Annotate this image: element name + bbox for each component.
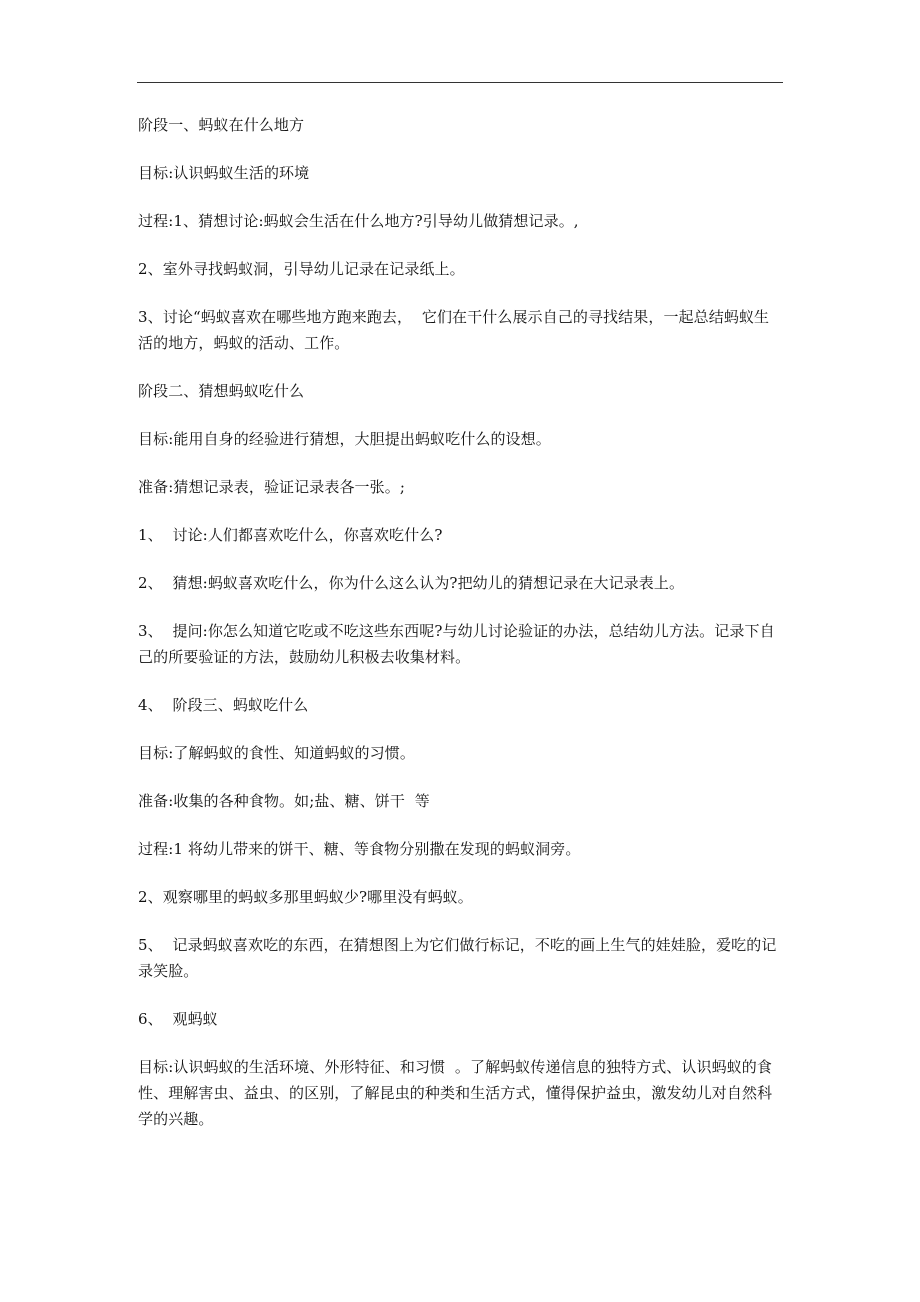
process-step-2: 2、室外寻找蚂蚁洞，引导幼儿记录在记录纸上。 — [138, 260, 465, 278]
process-stage-3-step-2: 2、观察哪里的蚂蚁多那里蚂蚁少?哪里没有蚂蚁。 — [138, 888, 473, 906]
heading-stage-1: 阶段一、蚂蚁在什么地方 — [138, 116, 305, 134]
process-step-1: 过程:1、猜想讨论:蚂蚁会生活在什么地方?引导幼儿做猜想记录。, — [138, 212, 579, 230]
stage-2-item-3: 3、 提问:你怎么知道它吃或不吃这些东西呢?与幼儿讨论验证的办法，总结幼儿方法。记录下自己的所要验证的方法，鼓励幼儿积极去收集材料。 — [138, 622, 775, 666]
document-body — [138, 112, 783, 1154]
goal-stage-1: 目标:认识蚂蚁生活的环境 — [138, 164, 310, 182]
heading-stage-6: 6、 观蚂蚁 — [138, 1010, 218, 1028]
goal-stage-6: 目标:认识蚂蚁的生活环境、外形特征、和习惯 。了解蚂蚁传递信息的独特方式、认识蚂蚁的食性、理解害虫、益虫、的区别，了解昆虫的种类和生活方式，懂得保护益虫，激发幼儿对自然科学的兴趣。 — [138, 1058, 773, 1128]
goal-stage-2: 目标:能用自身的经验进行猜想，大胆提出蚂蚁吃什么的设想。 — [138, 430, 551, 448]
header-rule — [137, 82, 783, 83]
heading-stage-2: 阶段二、猜想蚂蚁吃什么 — [138, 382, 305, 400]
process-step-3: 3、讨论“蚂蚁喜欢在哪些地方跑来跑去， 它们在干什么展示自己的寻找结果，一起总结蚂蚁生活的地方，蚂蚁的活动、工作。 — [138, 308, 770, 352]
preparation-stage-2: 准备:猜想记录表，验证记录表各一张。; — [138, 478, 406, 496]
heading-stage-3: 4、 阶段三、蚂蚁吃什么 — [138, 696, 309, 714]
stage-2-item-1: 1、 讨论:人们都喜欢吃什么，你喜欢吃什么? — [138, 526, 443, 544]
stage-3-item-5: 5、 记录蚂蚁喜欢吃的东西，在猜想图上为它们做行标记，不吃的画上生气的娃娃脸，爱吃的记录笑脸。 — [138, 936, 777, 980]
preparation-stage-3: 准备:收集的各种食物。如;盐、糖、饼干 等 — [138, 792, 430, 810]
stage-2-item-2: 2、 猜想:蚂蚁喜欢吃什么，你为什么这么认为?把幼儿的猜想记录在大记录表上。 — [138, 574, 685, 592]
process-stage-3-step-1: 过程:1 将幼儿带来的饼干、糖、等食物分别撒在发现的蚂蚁洞旁。 — [138, 840, 581, 858]
goal-stage-3: 目标:了解蚂蚁的食性、知道蚂蚁的习惯。 — [138, 744, 415, 762]
